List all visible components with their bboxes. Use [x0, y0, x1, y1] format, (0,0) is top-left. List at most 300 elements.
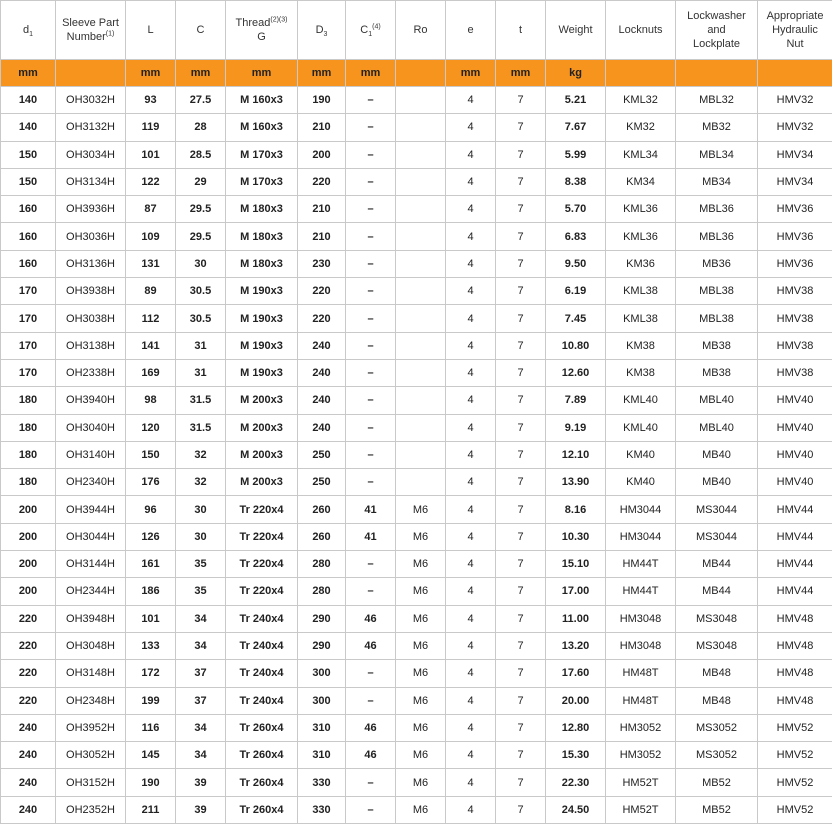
- cell-locknut: HM44T: [606, 578, 676, 605]
- cell-L: 112: [126, 305, 176, 332]
- cell-locknut: KM40: [606, 469, 676, 496]
- cell-C1: –: [346, 441, 396, 468]
- cell-t: 7: [496, 441, 546, 468]
- unit-cell: mm: [176, 60, 226, 87]
- unit-cell: mm: [346, 60, 396, 87]
- cell-lockwasher: MS3048: [676, 632, 758, 659]
- cell-Ro: M6: [396, 660, 446, 687]
- cell-e: 4: [446, 414, 496, 441]
- cell-weight: 9.50: [546, 250, 606, 277]
- cell-t: 7: [496, 496, 546, 523]
- table-row: [1, 632, 832, 659]
- table-row: [1, 742, 832, 769]
- cell-D3: 200: [298, 141, 346, 168]
- cell-C1: –: [346, 551, 396, 578]
- cell-C: 30.5: [176, 278, 226, 305]
- cell-C1: –: [346, 796, 396, 823]
- cell-d1: 240: [1, 796, 56, 823]
- cell-weight: 5.70: [546, 196, 606, 223]
- cell-Ro: M6: [396, 796, 446, 823]
- cell-hydraulic-nut: HMV40: [758, 441, 832, 468]
- cell-D3: 300: [298, 687, 346, 714]
- cell-hydraulic-nut: HMV48: [758, 605, 832, 632]
- cell-part-number: OH3132H: [56, 114, 126, 141]
- cell-t: 7: [496, 141, 546, 168]
- cell-Ro: M6: [396, 714, 446, 741]
- cell-L: 122: [126, 168, 176, 195]
- cell-locknut: HM48T: [606, 687, 676, 714]
- cell-lockwasher: MB38: [676, 359, 758, 386]
- cell-L: 169: [126, 359, 176, 386]
- unit-cell: [56, 60, 126, 87]
- cell-L: 161: [126, 551, 176, 578]
- cell-L: 93: [126, 87, 176, 114]
- cell-e: 4: [446, 469, 496, 496]
- cell-C: 29: [176, 168, 226, 195]
- cell-locknut: KML40: [606, 387, 676, 414]
- cell-t: 7: [496, 714, 546, 741]
- cell-t: 7: [496, 551, 546, 578]
- cell-C: 30: [176, 250, 226, 277]
- cell-part-number: OH3938H: [56, 278, 126, 305]
- header-d1: $d_1$: [1, 1, 56, 60]
- cell-D3: 220: [298, 278, 346, 305]
- cell-d1: 200: [1, 523, 56, 550]
- cell-D3: 220: [298, 168, 346, 195]
- cell-C1: 41: [346, 523, 396, 550]
- cell-Ro: M6: [396, 769, 446, 796]
- cell-Ro: [396, 223, 446, 250]
- header-sleeve-part-number: Sleeve Part Number$^{(1)}$: [56, 1, 126, 60]
- table-row: [1, 87, 832, 114]
- cell-L: 176: [126, 469, 176, 496]
- cell-L: 126: [126, 523, 176, 550]
- cell-e: 4: [446, 359, 496, 386]
- cell-Ro: M6: [396, 551, 446, 578]
- cell-hydraulic-nut: HMV38: [758, 278, 832, 305]
- cell-part-number: OH3052H: [56, 742, 126, 769]
- cell-e: 4: [446, 605, 496, 632]
- cell-C: 34: [176, 714, 226, 741]
- cell-D3: 240: [298, 414, 346, 441]
- cell-Ro: [396, 414, 446, 441]
- cell-Ro: [396, 141, 446, 168]
- cell-e: 4: [446, 687, 496, 714]
- cell-part-number: OH3948H: [56, 605, 126, 632]
- cell-locknut: KM38: [606, 332, 676, 359]
- cell-d1: 160: [1, 223, 56, 250]
- unit-cell: mm: [446, 60, 496, 87]
- cell-C: 30: [176, 523, 226, 550]
- cell-e: 4: [446, 168, 496, 195]
- cell-C1: –: [346, 469, 396, 496]
- unit-cell: [758, 60, 832, 87]
- cell-C: 27.5: [176, 87, 226, 114]
- cell-Ro: M6: [396, 578, 446, 605]
- cell-C1: 41: [346, 496, 396, 523]
- cell-L: 116: [126, 714, 176, 741]
- cell-C: 39: [176, 796, 226, 823]
- cell-weight: 22.30: [546, 769, 606, 796]
- cell-Ro: M6: [396, 523, 446, 550]
- cell-thread: M 170x3: [226, 168, 298, 195]
- cell-C1: –: [346, 578, 396, 605]
- cell-C: 34: [176, 742, 226, 769]
- cell-Ro: [396, 332, 446, 359]
- cell-e: 4: [446, 523, 496, 550]
- cell-locknut: KM38: [606, 359, 676, 386]
- cell-D3: 330: [298, 769, 346, 796]
- cell-C: 37: [176, 660, 226, 687]
- cell-weight: 15.30: [546, 742, 606, 769]
- cell-weight: 13.90: [546, 469, 606, 496]
- unit-cell: mm: [126, 60, 176, 87]
- cell-part-number: OH3040H: [56, 414, 126, 441]
- cell-D3: 230: [298, 250, 346, 277]
- cell-t: 7: [496, 196, 546, 223]
- cell-t: 7: [496, 769, 546, 796]
- cell-D3: 310: [298, 714, 346, 741]
- cell-weight: 12.80: [546, 714, 606, 741]
- cell-weight: 17.00: [546, 578, 606, 605]
- cell-d1: 220: [1, 660, 56, 687]
- cell-L: 172: [126, 660, 176, 687]
- cell-Ro: [396, 278, 446, 305]
- cell-e: 4: [446, 250, 496, 277]
- cell-hydraulic-nut: HMV52: [758, 714, 832, 741]
- cell-D3: 190: [298, 87, 346, 114]
- table-row: [1, 332, 832, 359]
- unit-cell: [396, 60, 446, 87]
- cell-t: 7: [496, 796, 546, 823]
- cell-d1: 160: [1, 196, 56, 223]
- cell-d1: 160: [1, 250, 56, 277]
- header-t: t: [496, 1, 546, 60]
- cell-thread: Tr 240x4: [226, 605, 298, 632]
- cell-hydraulic-nut: HMV38: [758, 359, 832, 386]
- cell-t: 7: [496, 414, 546, 441]
- cell-C: 32: [176, 469, 226, 496]
- cell-part-number: OH3144H: [56, 551, 126, 578]
- cell-part-number: OH3944H: [56, 496, 126, 523]
- cell-thread: Tr 260x4: [226, 742, 298, 769]
- cell-C: 31: [176, 332, 226, 359]
- cell-D3: 210: [298, 223, 346, 250]
- cell-locknut: KM36: [606, 250, 676, 277]
- cell-lockwasher: MBL36: [676, 223, 758, 250]
- cell-e: 4: [446, 714, 496, 741]
- table-row: [1, 414, 832, 441]
- cell-L: 186: [126, 578, 176, 605]
- cell-Ro: [396, 114, 446, 141]
- cell-D3: 290: [298, 632, 346, 659]
- cell-lockwasher: MBL38: [676, 278, 758, 305]
- table-body: [1, 87, 832, 824]
- cell-d1: 150: [1, 168, 56, 195]
- cell-locknut: HM3052: [606, 714, 676, 741]
- cell-hydraulic-nut: HMV34: [758, 141, 832, 168]
- table-row: [1, 551, 832, 578]
- cell-D3: 280: [298, 578, 346, 605]
- table-row: [1, 578, 832, 605]
- table-row: [1, 141, 832, 168]
- cell-t: 7: [496, 605, 546, 632]
- cell-L: 133: [126, 632, 176, 659]
- cell-thread: M 180x3: [226, 196, 298, 223]
- cell-locknut: KM34: [606, 168, 676, 195]
- cell-lockwasher: MS3052: [676, 714, 758, 741]
- cell-L: 190: [126, 769, 176, 796]
- cell-weight: 5.21: [546, 87, 606, 114]
- cell-Ro: [396, 168, 446, 195]
- cell-t: 7: [496, 250, 546, 277]
- cell-e: 4: [446, 796, 496, 823]
- cell-e: 4: [446, 141, 496, 168]
- cell-hydraulic-nut: HMV52: [758, 796, 832, 823]
- cell-D3: 260: [298, 523, 346, 550]
- cell-Ro: [396, 441, 446, 468]
- cell-lockwasher: MBL32: [676, 87, 758, 114]
- table-row: [1, 223, 832, 250]
- cell-Ro: [396, 359, 446, 386]
- cell-C: 35: [176, 551, 226, 578]
- unit-cell: mm: [298, 60, 346, 87]
- cell-C1: –: [346, 141, 396, 168]
- cell-hydraulic-nut: HMV36: [758, 250, 832, 277]
- cell-e: 4: [446, 332, 496, 359]
- cell-weight: 17.60: [546, 660, 606, 687]
- header-C: C: [176, 1, 226, 60]
- cell-part-number: OH3138H: [56, 332, 126, 359]
- cell-part-number: OH3134H: [56, 168, 126, 195]
- cell-Ro: M6: [396, 605, 446, 632]
- table-row: [1, 660, 832, 687]
- cell-e: 4: [446, 87, 496, 114]
- table-row: [1, 305, 832, 332]
- cell-part-number: OH3136H: [56, 250, 126, 277]
- cell-hydraulic-nut: HMV34: [758, 168, 832, 195]
- table-row: [1, 769, 832, 796]
- cell-C1: –: [346, 250, 396, 277]
- cell-t: 7: [496, 168, 546, 195]
- header-row: [1, 1, 832, 60]
- cell-part-number: OH3036H: [56, 223, 126, 250]
- cell-thread: Tr 240x4: [226, 632, 298, 659]
- cell-lockwasher: MB34: [676, 168, 758, 195]
- cell-D3: 220: [298, 305, 346, 332]
- cell-C: 29.5: [176, 196, 226, 223]
- table-row: [1, 605, 832, 632]
- cell-d1: 150: [1, 141, 56, 168]
- cell-hydraulic-nut: HMV40: [758, 469, 832, 496]
- cell-Ro: M6: [396, 496, 446, 523]
- cell-Ro: [396, 305, 446, 332]
- cell-t: 7: [496, 223, 546, 250]
- cell-lockwasher: MS3044: [676, 523, 758, 550]
- cell-C: 29.5: [176, 223, 226, 250]
- cell-C: 28.5: [176, 141, 226, 168]
- cell-D3: 280: [298, 551, 346, 578]
- table-row: [1, 687, 832, 714]
- cell-hydraulic-nut: HMV44: [758, 551, 832, 578]
- header-locknuts: Locknuts: [606, 1, 676, 60]
- cell-e: 4: [446, 632, 496, 659]
- cell-weight: 11.00: [546, 605, 606, 632]
- cell-thread: M 160x3: [226, 114, 298, 141]
- cell-C1: –: [346, 305, 396, 332]
- cell-thread: Tr 220x4: [226, 551, 298, 578]
- cell-lockwasher: MB38: [676, 332, 758, 359]
- cell-D3: 300: [298, 660, 346, 687]
- table-row: [1, 196, 832, 223]
- table-row: [1, 441, 832, 468]
- cell-locknut: HM3048: [606, 605, 676, 632]
- cell-d1: 140: [1, 87, 56, 114]
- cell-d1: 220: [1, 605, 56, 632]
- cell-e: 4: [446, 551, 496, 578]
- cell-d1: 200: [1, 578, 56, 605]
- cell-thread: M 200x3: [226, 441, 298, 468]
- table-row: [1, 714, 832, 741]
- cell-C: 31.5: [176, 414, 226, 441]
- cell-Ro: [396, 87, 446, 114]
- cell-hydraulic-nut: HMV38: [758, 332, 832, 359]
- cell-locknut: KML38: [606, 305, 676, 332]
- cell-thread: Tr 240x4: [226, 687, 298, 714]
- table-row: [1, 278, 832, 305]
- cell-d1: 200: [1, 496, 56, 523]
- table-row: [1, 796, 832, 823]
- cell-weight: 8.38: [546, 168, 606, 195]
- cell-t: 7: [496, 359, 546, 386]
- cell-L: 87: [126, 196, 176, 223]
- cell-t: 7: [496, 278, 546, 305]
- cell-e: 4: [446, 223, 496, 250]
- cell-d1: 170: [1, 278, 56, 305]
- cell-L: 119: [126, 114, 176, 141]
- cell-hydraulic-nut: HMV36: [758, 223, 832, 250]
- cell-hydraulic-nut: HMV48: [758, 687, 832, 714]
- cell-C: 34: [176, 605, 226, 632]
- cell-e: 4: [446, 114, 496, 141]
- cell-lockwasher: MBL40: [676, 414, 758, 441]
- cell-part-number: OH3952H: [56, 714, 126, 741]
- cell-thread: Tr 260x4: [226, 769, 298, 796]
- cell-locknut: KML40: [606, 414, 676, 441]
- cell-thread: M 180x3: [226, 250, 298, 277]
- cell-t: 7: [496, 578, 546, 605]
- cell-part-number: OH2352H: [56, 796, 126, 823]
- cell-e: 4: [446, 769, 496, 796]
- cell-Ro: [396, 469, 446, 496]
- cell-e: 4: [446, 196, 496, 223]
- header-L: L: [126, 1, 176, 60]
- cell-locknut: KM32: [606, 114, 676, 141]
- cell-d1: 180: [1, 387, 56, 414]
- cell-D3: 260: [298, 496, 346, 523]
- cell-L: 199: [126, 687, 176, 714]
- cell-e: 4: [446, 441, 496, 468]
- unit-row: [1, 60, 832, 87]
- cell-C: 28: [176, 114, 226, 141]
- cell-L: 141: [126, 332, 176, 359]
- cell-hydraulic-nut: HMV44: [758, 496, 832, 523]
- cell-t: 7: [496, 469, 546, 496]
- cell-C1: –: [346, 387, 396, 414]
- cell-t: 7: [496, 332, 546, 359]
- cell-weight: 7.45: [546, 305, 606, 332]
- cell-weight: 12.60: [546, 359, 606, 386]
- cell-Ro: [396, 196, 446, 223]
- cell-thread: M 190x3: [226, 359, 298, 386]
- cell-locknut: KML32: [606, 87, 676, 114]
- cell-C1: –: [346, 114, 396, 141]
- cell-t: 7: [496, 387, 546, 414]
- table-row: [1, 387, 832, 414]
- cell-t: 7: [496, 742, 546, 769]
- cell-locknut: HM44T: [606, 551, 676, 578]
- unit-cell: mm: [496, 60, 546, 87]
- cell-locknut: HM3048: [606, 632, 676, 659]
- cell-weight: 12.10: [546, 441, 606, 468]
- cell-part-number: OH3936H: [56, 196, 126, 223]
- cell-weight: 20.00: [546, 687, 606, 714]
- cell-C: 37: [176, 687, 226, 714]
- cell-weight: 10.80: [546, 332, 606, 359]
- cell-d1: 170: [1, 305, 56, 332]
- cell-weight: 7.67: [546, 114, 606, 141]
- cell-D3: 250: [298, 469, 346, 496]
- cell-hydraulic-nut: HMV40: [758, 387, 832, 414]
- cell-part-number: OH3044H: [56, 523, 126, 550]
- cell-weight: 13.20: [546, 632, 606, 659]
- cell-t: 7: [496, 87, 546, 114]
- cell-d1: 140: [1, 114, 56, 141]
- table-row: [1, 250, 832, 277]
- cell-C1: –: [346, 87, 396, 114]
- cell-e: 4: [446, 387, 496, 414]
- cell-lockwasher: MS3048: [676, 605, 758, 632]
- cell-hydraulic-nut: HMV48: [758, 632, 832, 659]
- cell-L: 98: [126, 387, 176, 414]
- header-hydraulic-nut: Appropriate Hydraulic Nut: [758, 1, 832, 60]
- header-Ro: Ro: [396, 1, 446, 60]
- cell-locknut: KML36: [606, 196, 676, 223]
- cell-lockwasher: MS3044: [676, 496, 758, 523]
- cell-L: 101: [126, 605, 176, 632]
- cell-lockwasher: MBL40: [676, 387, 758, 414]
- cell-Ro: M6: [396, 742, 446, 769]
- cell-thread: M 170x3: [226, 141, 298, 168]
- header-C1: $C_1^{(4)}$: [346, 1, 396, 60]
- cell-hydraulic-nut: HMV38: [758, 305, 832, 332]
- cell-C1: –: [346, 278, 396, 305]
- cell-lockwasher: MB52: [676, 769, 758, 796]
- cell-D3: 210: [298, 114, 346, 141]
- cell-C1: 46: [346, 742, 396, 769]
- cell-t: 7: [496, 523, 546, 550]
- cell-locknut: KM40: [606, 441, 676, 468]
- cell-L: 120: [126, 414, 176, 441]
- cell-part-number: OH3034H: [56, 141, 126, 168]
- cell-C: 34: [176, 632, 226, 659]
- cell-L: 96: [126, 496, 176, 523]
- cell-thread: Tr 220x4: [226, 523, 298, 550]
- cell-C: 32: [176, 441, 226, 468]
- cell-thread: M 200x3: [226, 414, 298, 441]
- cell-C: 31.5: [176, 387, 226, 414]
- cell-locknut: HM3044: [606, 496, 676, 523]
